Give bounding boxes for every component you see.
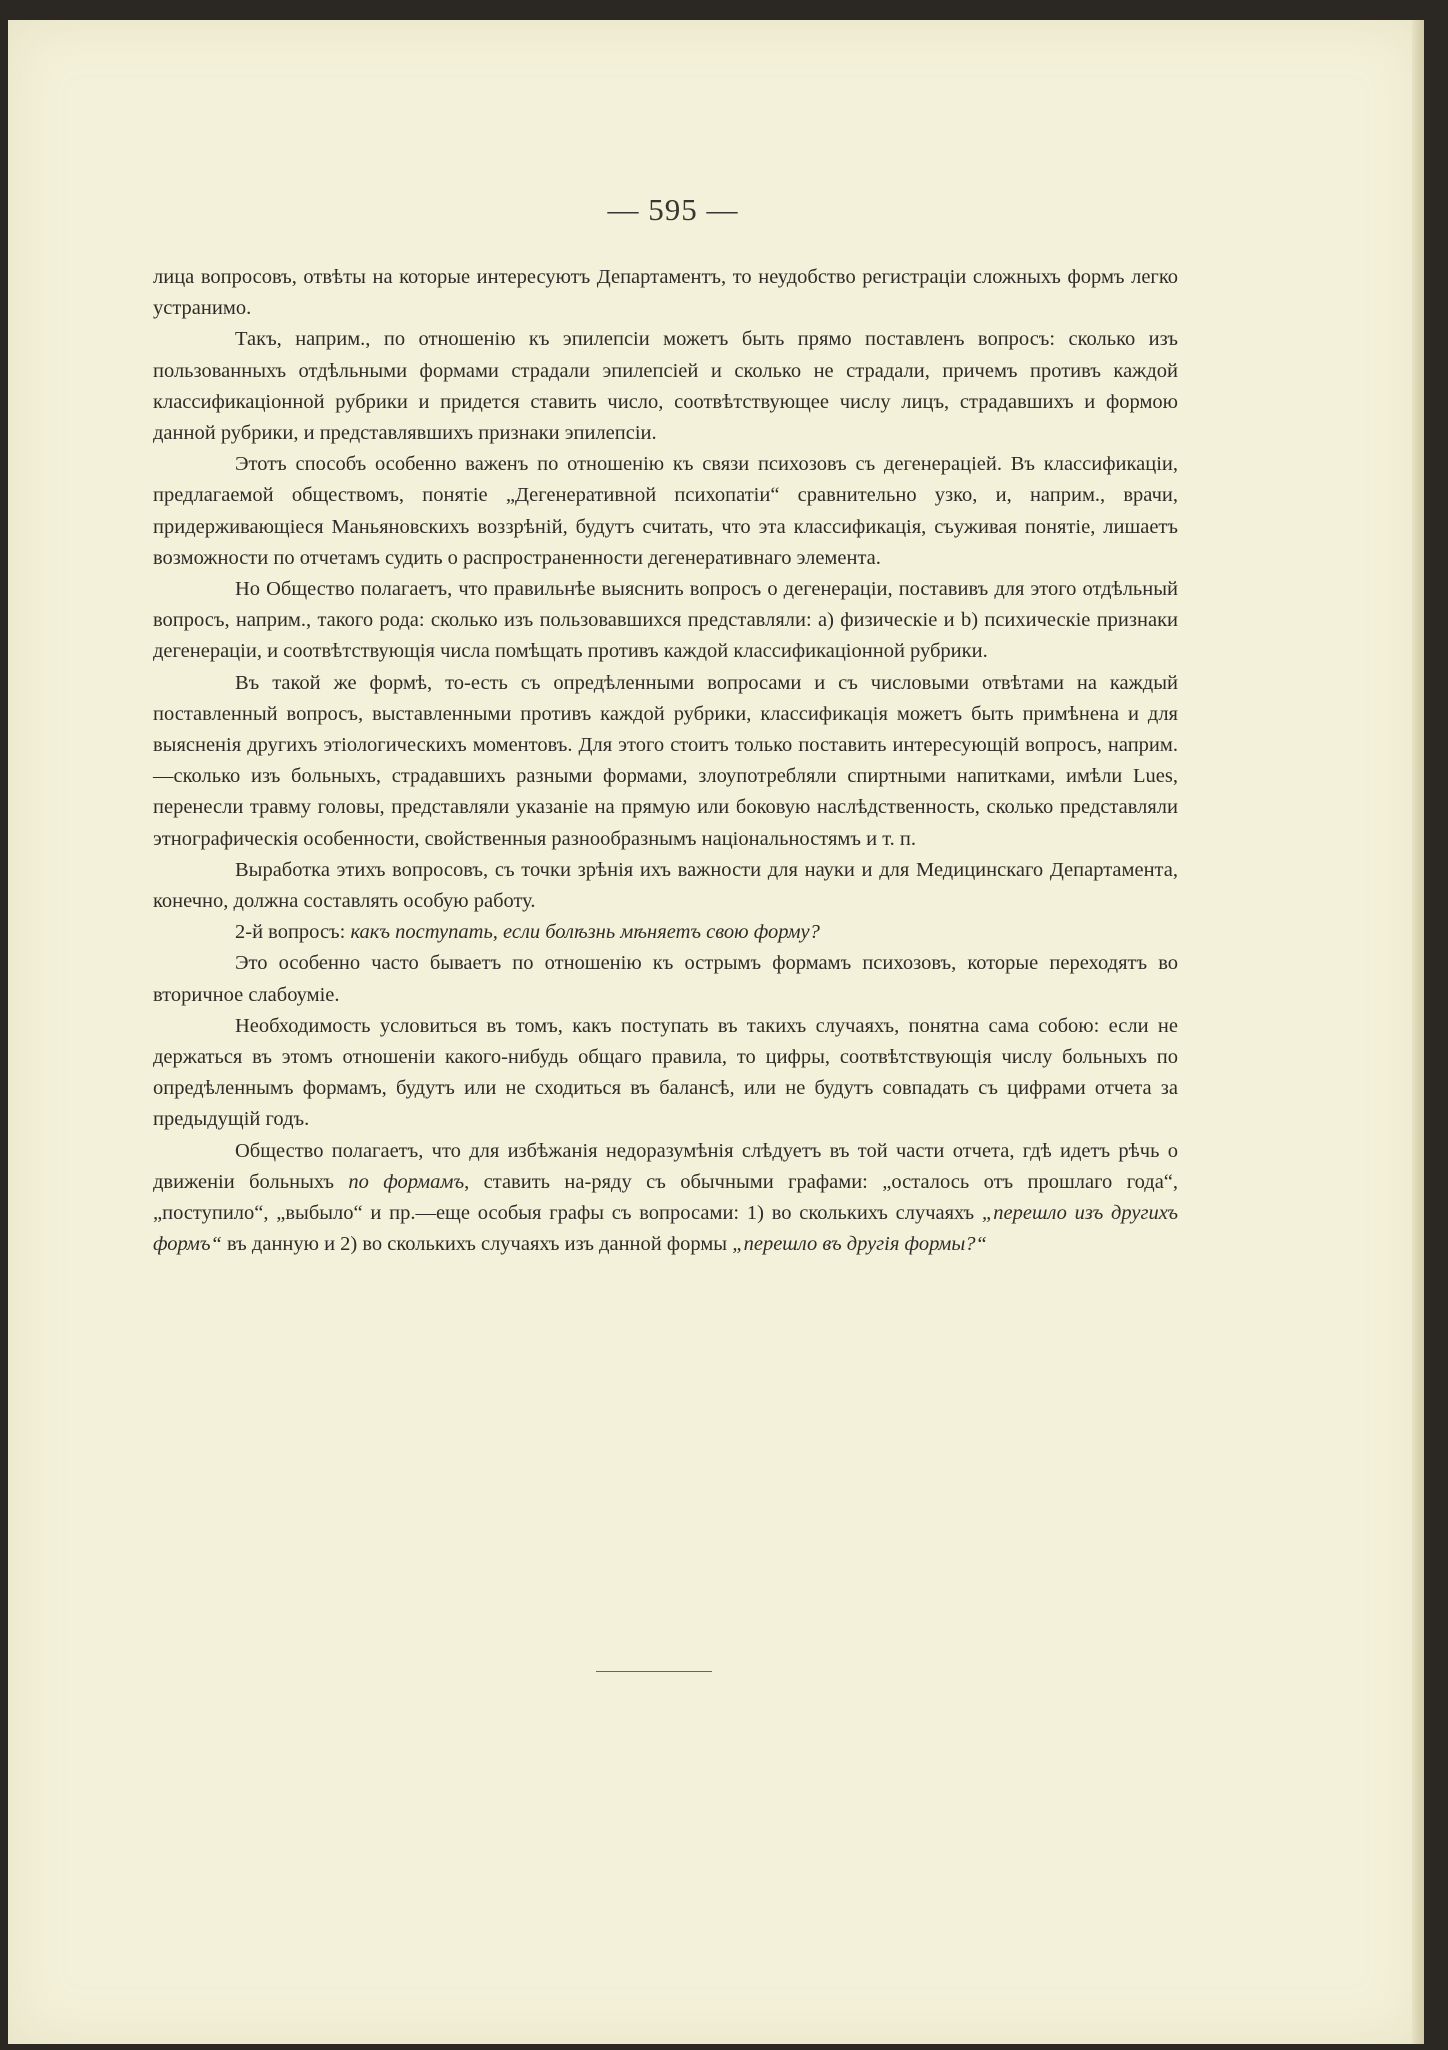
- paragraph-7-question-heading: [153, 917, 1178, 948]
- paragraph-10-part-2: , ставить на-ряду съ обычными графами: „осталось отъ прошлаго года“, „поступило“, „выбыло“ и пр.—еще особыя графы съ вопросами: 1) во сколькихъ случаяхъ: [153, 1170, 1179, 1225]
- paragraph-5: Въ такой же формѣ, то-есть съ опредѣленными вопросами и съ числовыми отвѣтами на каждый поставленный вопросъ, выставленными противъ каждой рубрики, классификація можетъ быть примѣнена и для выясненія другихъ этіологическихъ моментовъ. Для этого стоитъ только поставить интересующій вопросъ, наприм.—сколько изъ больныхъ, страдавшихъ разными формами, злоупотребляли спиртными напитками, имѣли Lues, перенесли травму головы, представляли указаніе на прямую или боковую наслѣдственность, сколько представляли этнографическія особенности, свойственныя разнообразнымъ національностямъ и т. п.: [153, 671, 1178, 850]
- paragraph-2: Такъ, наприм., по отношенію къ эпилепсіи можетъ быть прямо поставленъ вопросъ: сколько изъ пользованныхъ отдѣльными формами страдали эпилепсіей и сколько не страдали, причемъ противъ каждой классификаціонной рубрики и придется ставить число, соотвѣтствующее числу лицъ, страдавшихъ и формою данной рубрики, и представлявшихъ признаки эпилепсіи.: [153, 328, 1178, 445]
- page-number: — 595 —: [607, 192, 739, 227]
- paragraph-10-italic-2: „перешло изъ другихъ формъ“: [153, 1202, 1178, 1256]
- paragraph-10-part-1: Общество полагаетъ, что для избѣжанія недоразумѣнія слѣдуетъ въ той части отчета, гдѣ идетъ рѣчь о движеніи больныхъ: [153, 1139, 1178, 1193]
- question-label: 2-й вопросъ:: [235, 921, 351, 944]
- paragraph-9: Необходимость условиться въ томъ, какъ поступать въ такихъ случаяхъ, понятна сама собою: если не держаться въ этомъ отношеніи какого-нибудь общаго правила, то цифры, соотвѣтствующія числу больныхъ по опредѣленнымъ формамъ, будутъ или не сходиться въ балансѣ, или не будутъ совпадать съ цифрами отчета за предыдущій годъ.: [153, 1014, 1178, 1131]
- question-text: какъ поступать, если болѣзнь мѣняетъ свою форму?: [350, 921, 820, 944]
- paragraph-1: лица вопросовъ, отвѣты на которые интересуютъ Департаментъ, то неудобство регистраціи сложныхъ формъ легко устранимо.: [153, 266, 1178, 320]
- paragraph-4: Но Общество полагаетъ, что правильнѣе выяснить вопросъ о дегенераціи, поставивъ для этого отдѣльный вопросъ, наприм., такого рода: сколько изъ пользовавшихся представляли: а) физическіе и b) психическіе признаки дегенераціи, и соотвѣтствующія числа помѣщать противъ каждой классификаціонной рубрики.: [153, 578, 1178, 663]
- paragraph-3: Этотъ способъ особенно важенъ по отношенію къ связи психозовъ съ дегенераціей. Въ классификаціи, предлагаемой обществомъ, понятіе „Дегенеративной психопатіи“ сравнительно узко, и, наприм., врачи, придерживающіеся Маньяновскихъ воззрѣній, будутъ считать, что эта классификація, съуживая понятіе, лишаетъ возможности по отчетамъ судить о распространенности дегенеративнаго элемента.: [153, 453, 1178, 569]
- paragraph-6: Выработка этихъ вопросовъ, съ точки зрѣнія ихъ важности для науки и для Медицинскаго Департамента, конечно, должна составлять особую работу.: [153, 858, 1178, 913]
- paragraph-8: Это особенно часто бываетъ по отношенію къ острымъ формамъ психозовъ, которые переходятъ во вторичное слабоуміе.: [153, 952, 1178, 1006]
- paragraph-10: [153, 1136, 1178, 1261]
- page-edge: [1412, 20, 1424, 2044]
- paragraph-10-italic-1: по формамъ: [348, 1170, 465, 1193]
- paragraph-10-italic-3: „перешло въ другія формы?“: [732, 1233, 987, 1256]
- book-page: [8, 20, 1424, 2044]
- section-end-rule: [596, 1671, 712, 1672]
- paragraph-10-part-3: въ данную и 2) во сколькихъ случаяхъ изъ данной формы: [221, 1233, 733, 1256]
- body-text: [153, 262, 1178, 1261]
